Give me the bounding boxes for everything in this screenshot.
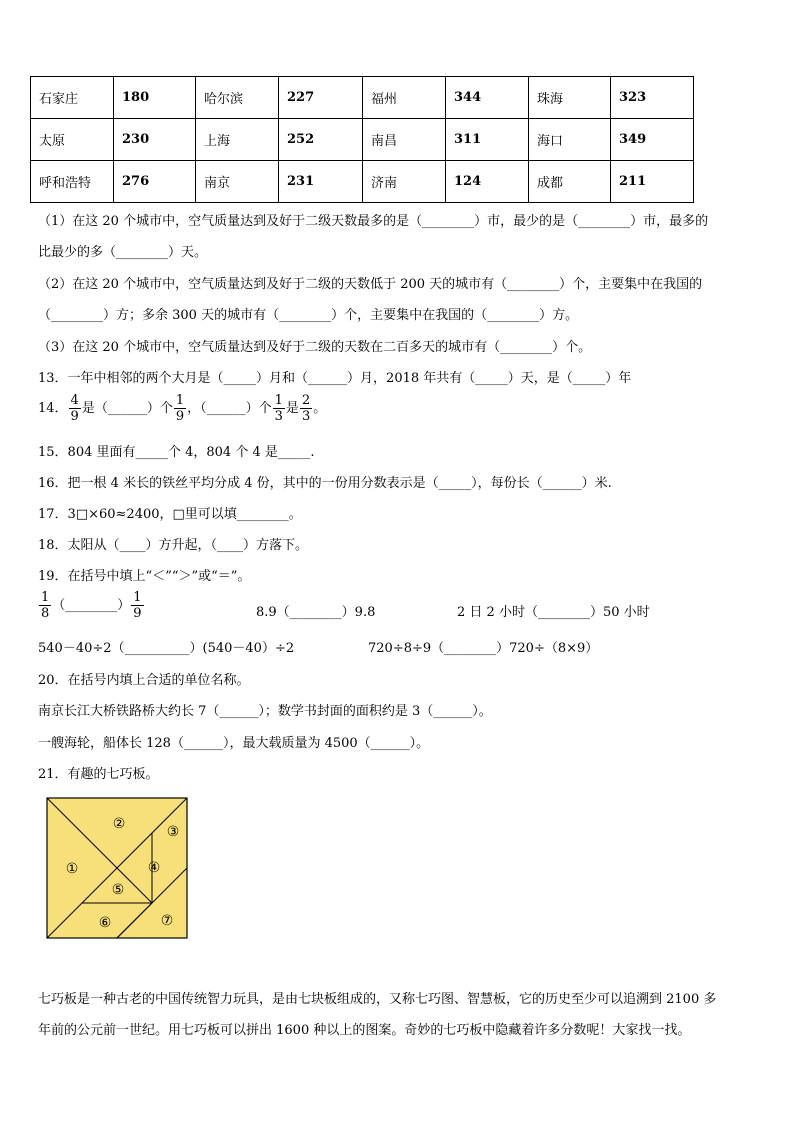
question-17: 17．3□×60≈2400，□里可以填________。 bbox=[38, 507, 302, 522]
q14-text: 。 bbox=[313, 401, 327, 416]
numerator: 1 bbox=[133, 590, 142, 605]
q14-text: ，（______）个 bbox=[187, 401, 272, 416]
piece-label-4: ④ bbox=[147, 860, 161, 876]
days-cell: 231 bbox=[279, 161, 363, 203]
fraction-4-9 bbox=[69, 393, 81, 424]
q19-compare-expr1: 540－40÷2（__________）(540－40）÷2 bbox=[38, 641, 295, 656]
table-row bbox=[31, 161, 694, 203]
numerator: 1 bbox=[41, 590, 50, 605]
denominator: 3 bbox=[301, 409, 311, 424]
question-19-title: 19．在括号中填上“＜”“＞”或“＝”。 bbox=[38, 569, 251, 584]
city-cell: 海口 bbox=[529, 119, 611, 161]
days-cell: 211 bbox=[611, 161, 694, 203]
question-18: 18．太阳从（____）方升起，（____）方落下。 bbox=[38, 538, 309, 553]
q12-part1-line2: 比最少的多（________）天。 bbox=[38, 245, 208, 260]
q19-compare-decimals: 8.9（________）9.8 bbox=[256, 605, 376, 620]
question-21-title: 21．有趣的七巧板。 bbox=[38, 767, 159, 782]
q14-text: 是 bbox=[285, 401, 299, 416]
piece-label-5: ⑤ bbox=[111, 882, 125, 898]
piece-label-2: ② bbox=[112, 816, 126, 832]
denominator: 8 bbox=[41, 606, 50, 621]
days-cell: 311 bbox=[446, 119, 529, 161]
numerator: 1 bbox=[274, 393, 283, 408]
piece-label-3: ③ bbox=[166, 824, 180, 840]
q12-part1-line1: （1）在这 20 个城市中，空气质量达到及好于二级天数最多的是（________）市，最少的是（________）市，最多的 bbox=[38, 214, 709, 229]
q20-line1: 南京长江大桥铁路桥大约长 7（______）；数学书封面的面积约是 3（______）。 bbox=[38, 704, 492, 719]
days-cell: 276 bbox=[114, 161, 196, 203]
q19-blank: （________） bbox=[52, 598, 131, 613]
tangram-description bbox=[38, 984, 758, 1046]
city-cell: 珠海 bbox=[529, 77, 611, 119]
city-cell: 南京 bbox=[196, 161, 279, 203]
days-cell: 252 bbox=[279, 119, 363, 161]
q12-part2-line2: （________）方；多余 300 天的城市有（________）个，主要集中在我国的（________）方。 bbox=[38, 308, 579, 323]
q19-compare-expr2: 720÷8÷9（________）720÷（8×9） bbox=[368, 641, 599, 656]
fraction-2-3 bbox=[300, 393, 312, 424]
numerator: 2 bbox=[301, 393, 311, 408]
city-cell: 上海 bbox=[196, 119, 279, 161]
fraction-1-8 bbox=[39, 590, 51, 621]
q19-compare-time: 2 日 2 小时（________）50 小时 bbox=[457, 605, 650, 620]
q12-part3: （3）在这 20 个城市中，空气质量达到及好于二级的天数在二百多天的城市有（________）个。 bbox=[38, 340, 592, 355]
fraction-1-9 bbox=[174, 393, 186, 424]
fraction-1-9 bbox=[131, 590, 143, 621]
days-cell: 344 bbox=[446, 77, 529, 119]
piece-label-6: ⑥ bbox=[98, 915, 112, 931]
city-cell: 济南 bbox=[363, 161, 446, 203]
city-cell: 南昌 bbox=[363, 119, 446, 161]
days-cell: 124 bbox=[446, 161, 529, 203]
city-cell: 哈尔滨 bbox=[196, 77, 279, 119]
days-cell: 323 bbox=[611, 77, 694, 119]
fraction-1-3 bbox=[273, 393, 285, 424]
tangram-text-line1: 七巧板是一种古老的中国传统智力玩具，是由七块板组成的，又称七巧图、智慧板，它的历史至少可以追溯到 2100 多 bbox=[38, 992, 717, 1007]
city-cell: 呼和浩特 bbox=[31, 161, 114, 203]
days-cell: 230 bbox=[114, 119, 196, 161]
denominator: 9 bbox=[175, 409, 185, 424]
days-cell: 227 bbox=[279, 77, 363, 119]
days-cell: 180 bbox=[114, 77, 196, 119]
denominator: 9 bbox=[70, 409, 79, 424]
question-15: 15．804 里面有_____个 4，804 个 4 是_____. bbox=[38, 445, 315, 460]
question-20-title: 20．在括号内填上合适的单位名称。 bbox=[38, 673, 250, 688]
question-16: 16．把一根 4 米长的铁丝平均分成 4 份，其中的一份用分数表示是（_____），每份长（______）米. bbox=[38, 476, 612, 491]
q12-part2-line1: （2）在这 20 个城市中，空气质量达到及好于二级的天数低于 200 天的城市有（________）个，主要集中在我国的 bbox=[38, 277, 703, 292]
table-row bbox=[31, 77, 694, 119]
q14-text: 是（______）个 bbox=[81, 401, 173, 416]
city-cell: 成都 bbox=[529, 161, 611, 203]
q14-number: 14． bbox=[38, 401, 68, 416]
denominator: 9 bbox=[133, 606, 142, 621]
question-13: 13．一年中相邻的两个大月是（_____）月和（______）月，2018 年共有（_____）天，是（_____）年 bbox=[38, 371, 632, 386]
numerator: 1 bbox=[175, 393, 185, 408]
table-row bbox=[31, 119, 694, 161]
city-cell: 福州 bbox=[363, 77, 446, 119]
q20-line2: 一艘海轮，船体长 128（______），最大载质量为 4500（______）。 bbox=[38, 736, 430, 751]
q19-compare-fractions bbox=[38, 589, 145, 623]
city-cell: 石家庄 bbox=[31, 77, 114, 119]
days-cell: 349 bbox=[611, 119, 694, 161]
tangram-text-line2: 年前的公元前一世纪。用七巧板可以拼出 1600 种以上的图案。奇妙的七巧板中隐藏着许多分数呢！大家找一找。 bbox=[38, 1023, 691, 1038]
city-cell: 太原 bbox=[31, 119, 114, 161]
denominator: 3 bbox=[274, 409, 283, 424]
piece-label-1: ① bbox=[65, 861, 79, 877]
numerator: 4 bbox=[70, 393, 79, 408]
piece-label-7: ⑦ bbox=[160, 913, 174, 929]
question-14 bbox=[38, 393, 326, 425]
tangram-diagram bbox=[46, 797, 188, 939]
city-air-quality-table bbox=[30, 76, 694, 203]
